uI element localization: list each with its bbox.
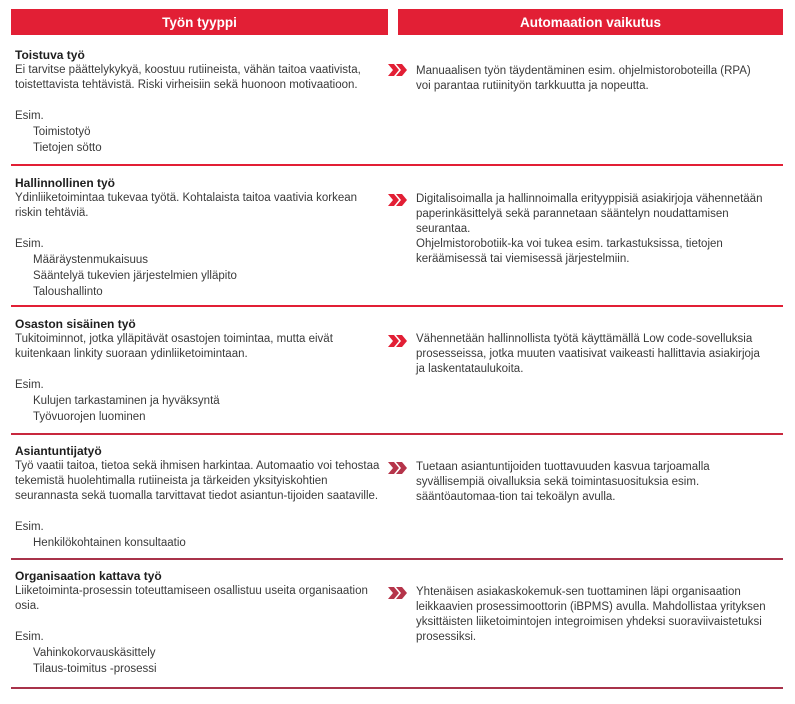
- table-row: [11, 307, 783, 435]
- impact-text: Manuaalisen työn täydentäminen esim. ohjelmistoroboteilla (RPA) voi parantaa rutiinityön tarkkuutta ja nopeutta.: [416, 65, 751, 92]
- table-row: [11, 35, 783, 165]
- header-automation-impact: Automaation vaikutus: [398, 9, 783, 35]
- example-item: Taloushallinto: [33, 286, 103, 298]
- double-chevron-right-icon: [387, 586, 409, 600]
- row-description: Ydinliiketoimintaa tukevaa työtä. Kohtalaista taitoa vaativia korkean riskin tehtäviä.: [15, 192, 358, 219]
- double-chevron-right-icon: [387, 334, 409, 348]
- row-title: Asiantuntijatyö: [15, 444, 102, 458]
- example-item: Kulujen tarkastaminen ja hyväksyntä: [33, 395, 220, 407]
- table-row: [11, 166, 783, 306]
- double-chevron-right-icon: [387, 461, 409, 475]
- row-title: Osaston sisäinen työ: [15, 317, 136, 331]
- row-description: Liiketoiminta-prosessin toteuttamiseen osallistuu useita organisaation osia.: [15, 585, 368, 612]
- example-item: Tietojen sötto: [33, 142, 102, 154]
- header-work-type: Työn tyyppi: [11, 9, 388, 35]
- examples-label: Esim.: [15, 110, 44, 122]
- row-title: Toistuva työ: [15, 48, 85, 62]
- examples-label: Esim.: [15, 379, 44, 391]
- example-item: Määräystenmukaisuus: [33, 254, 149, 266]
- double-chevron-right-icon: [387, 193, 409, 207]
- table-row: [11, 435, 783, 559]
- example-item: Sääntelyä tukevien järjestelmien ylläpito: [33, 270, 237, 282]
- impact-text: Yhtenäisen asiakaskokemuk-sen tuottaminen läpi organisaation leikkaavien prosessimoottorin (iBPMS) avulla. Mahdollistaa yrityksen yksittäisten liiketoimintojen integroimisen yhdeksi suoraviivaistetuksi prosessiksi.: [416, 586, 766, 643]
- example-item: Vahinkokorvauskäsittely: [33, 647, 156, 659]
- example-item: Tilaus-toimitus -prosessi: [33, 663, 157, 675]
- example-item: Henkilökohtainen konsultaatio: [33, 537, 186, 549]
- impact-text: Ohjelmistorobotiik-ka voi tukea esim. tarkastuksissa, tietojen keräämisessä tai viemisessä järjestelmiin.: [416, 238, 723, 265]
- row-description: Työ vaatii taitoa, tietoa sekä ihmisen harkintaa. Automaatio voi tehostaa tekemistä huolehtimalla rutiineista ja tärkeiden yksityiskohtien seurannasta sekä tuomalla tarvittavat tiedot asiantun-tijoiden saataville.: [15, 460, 380, 502]
- impact-text: Tuetaan asiantuntijoiden tuottavuuden kasvua tarjoamalla syvällisempiä oivalluksia sekä toimintasuosituksia esim. sääntöautomaa-tion tai tekoälyn avulla.: [416, 461, 710, 503]
- impact-text: Digitalisoimalla ja hallinnoimalla erityyppisiä asiakirjoja vähennetään paperinkäsittelyä sekä parannetaan sääntelyn noudattamisen seurantaa.: [416, 193, 763, 235]
- row-description: Ei tarvitse päättelykykyä, koostuu rutiineista, vähän taitoa vaativista, toistettavista tehtävistä. Riski virheisiin sekä huonoon motivaatioon.: [15, 64, 361, 91]
- double-chevron-right-icon: [387, 63, 409, 77]
- row-separator: [11, 687, 783, 689]
- example-item: Työvuorojen luominen: [33, 411, 146, 423]
- row-title: Hallinnollinen työ: [15, 176, 116, 190]
- example-item: Toimistotyö: [33, 126, 91, 138]
- table-row: [11, 560, 783, 688]
- examples-label: Esim.: [15, 521, 44, 533]
- row-title: Organisaation kattava työ: [15, 569, 162, 583]
- impact-text: Vähennetään hallinnollista työtä käyttämällä Low code-sovelluksia prosesseissa, jotka muuten vaatisivat vaikeasti hallittavia asiakirjoja ja laskentataulukoita.: [416, 333, 760, 375]
- examples-label: Esim.: [15, 238, 44, 250]
- examples-label: Esim.: [15, 631, 44, 643]
- row-description: Tukitoiminnot, jotka ylläpitävät osastojen toimintaa, mutta eivät kuitenkaan linkity suoraan ydinliiketoimintaan.: [15, 333, 333, 360]
